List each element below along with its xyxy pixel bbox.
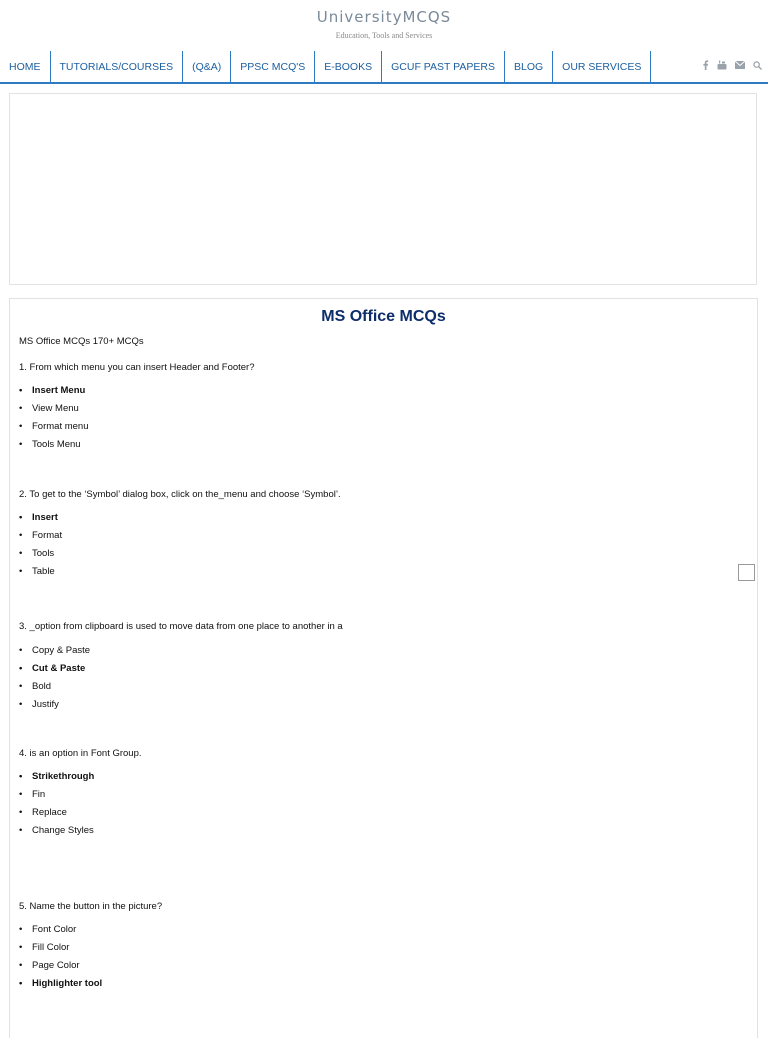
nav-item-e-books[interactable]: E-BOOKS (315, 51, 382, 82)
option: • Justify (19, 696, 90, 714)
option: • Insert Menu (19, 382, 89, 400)
social-icons (702, 51, 762, 82)
main-navigation (0, 51, 768, 84)
option: • View Menu (19, 400, 89, 418)
option: • Fin (19, 786, 94, 804)
nav-item-home[interactable]: HOME (0, 51, 51, 82)
nav-item-our-services[interactable]: OUR SERVICES (553, 51, 651, 82)
option: • Cut & Paste (19, 660, 90, 678)
question-3-options (19, 642, 90, 714)
article-content (9, 298, 758, 1038)
option: • Page Color (19, 957, 102, 975)
nav-item-qa[interactable]: (Q&A) (183, 51, 231, 82)
article-intro: MS Office MCQs 170+ MCQs (19, 336, 144, 347)
question-4: 4. is an option in Font Group. (19, 748, 142, 759)
nav-item-tutorials-courses[interactable]: TUTORIALS/COURSES (51, 51, 184, 82)
nav-item-gcuf-past-papers[interactable]: GCUF PAST PAPERS (382, 51, 505, 82)
option: • Tools (19, 545, 62, 563)
site-tagline: Education, Tools and Services (335, 31, 433, 40)
facebook-icon[interactable] (702, 60, 709, 73)
option: • Copy & Paste (19, 642, 90, 660)
nav-item-ppsc-mcqs[interactable]: PPSC MCQ'S (231, 51, 315, 82)
nav-item-blog[interactable]: BLOG (505, 51, 553, 82)
option: • Format menu (19, 418, 89, 436)
site-header (0, 0, 768, 48)
checkbox[interactable] (738, 564, 755, 581)
question-5: 5. Name the button in the picture? (19, 901, 163, 912)
question-5-options (19, 921, 102, 993)
option: • Change Styles (19, 822, 94, 840)
question-1: 1. From which menu you can insert Header and Footer? (19, 362, 255, 373)
question-1-options (19, 382, 89, 454)
option: • Font Color (19, 921, 102, 939)
option: • Highlighter tool (19, 975, 102, 993)
option: • Strikethrough (19, 768, 94, 786)
question-3: 3. _option from clipboard is used to move data from one place to another in a (19, 621, 343, 632)
page-title: MS Office MCQs (321, 308, 446, 325)
question-2-options (19, 509, 62, 581)
search-icon[interactable] (753, 61, 762, 73)
email-icon[interactable] (735, 61, 745, 72)
option: • Insert (19, 509, 62, 527)
option: • Format (19, 527, 62, 545)
youtube-icon[interactable] (717, 60, 727, 73)
question-2: 2. To get to the ‘Symbol’ dialog box, click on the_menu and choose ‘Symbol’. (19, 489, 341, 500)
option: • Replace (19, 804, 94, 822)
site-title[interactable]: UniversityMCQS (316, 8, 452, 26)
option: • Fill Color (19, 939, 102, 957)
option: • Table (19, 563, 62, 581)
option: • Tools Menu (19, 436, 89, 454)
question-4-options (19, 768, 94, 840)
option: • Bold (19, 678, 90, 696)
advertisement-placeholder (9, 93, 757, 285)
